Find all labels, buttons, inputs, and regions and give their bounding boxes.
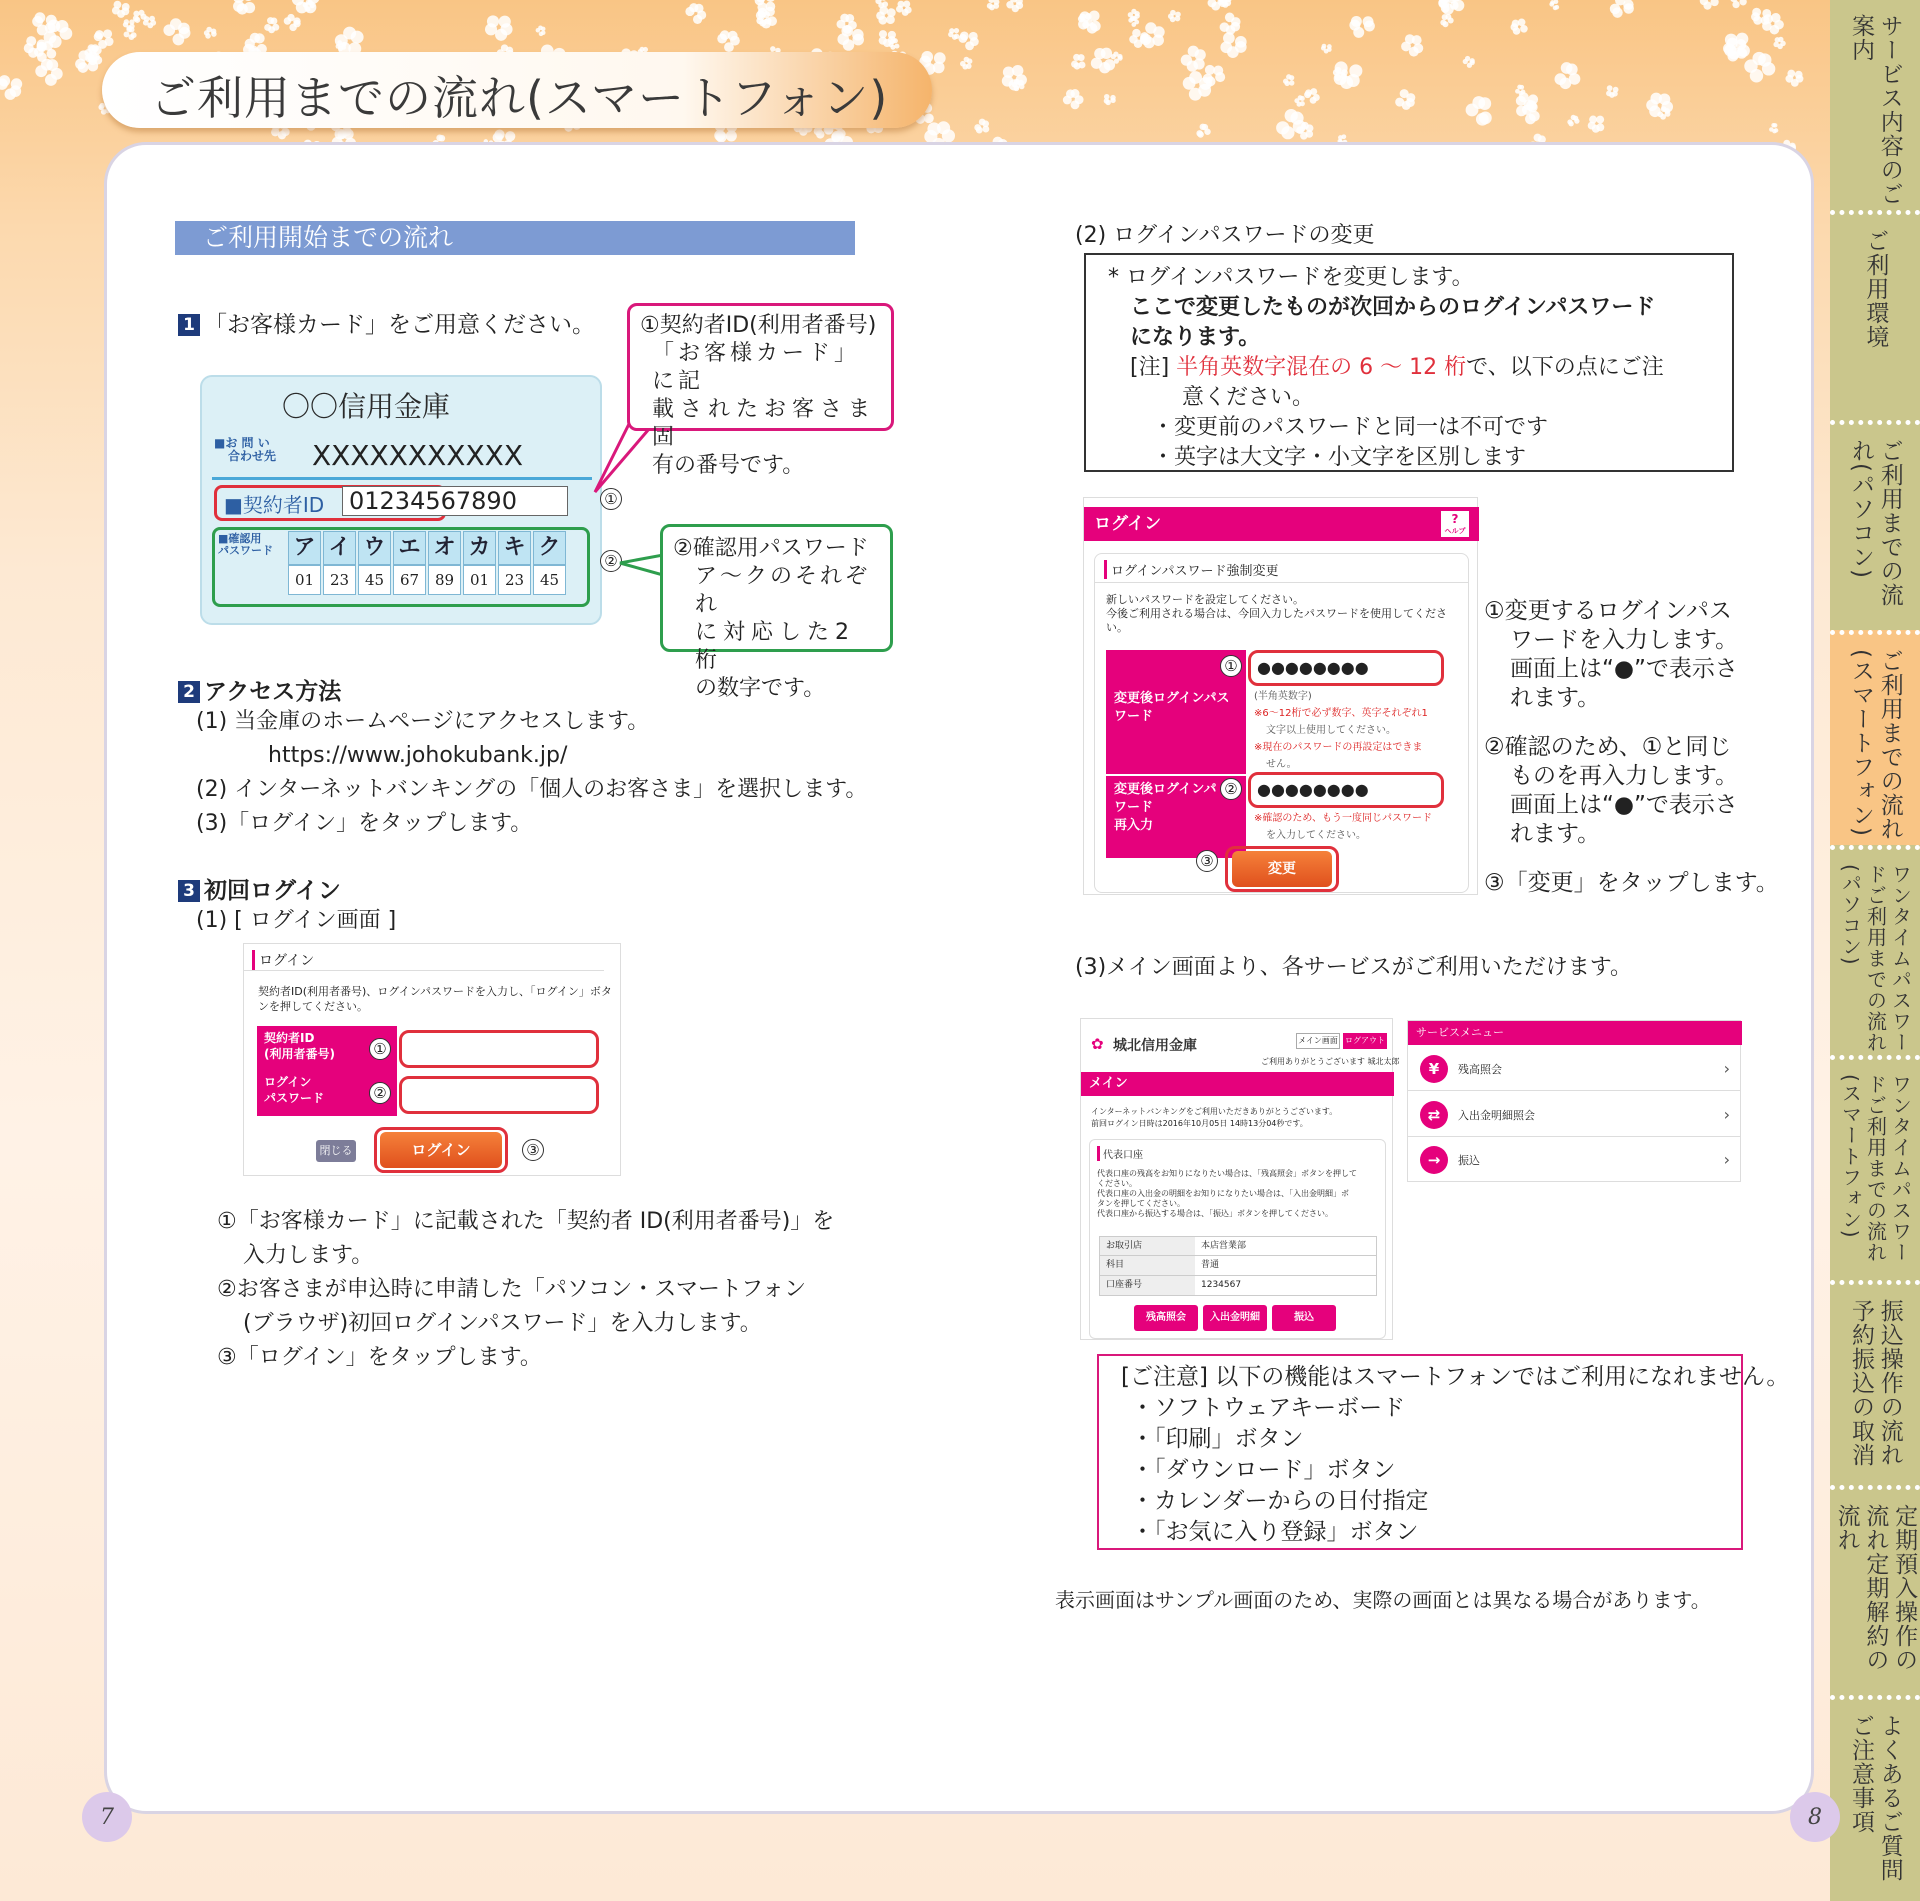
chevron-right-icon: › (1723, 1105, 1730, 1124)
flower (837, 25, 864, 51)
flower (204, 27, 217, 39)
flower (1071, 54, 1085, 70)
tab-environment[interactable] (1830, 210, 1920, 420)
pw-change-info-box: * ログインパスワードを変更します。 ここで変更したものが次回からのログインパスワード になります。 [注] 半角英数字混在の 6 〜 12 桁で、以下の点にご注 意ください。 ・変更前のパスワードと同一は不可です ・英字は大文字・小文字を区別します (1084, 253, 1734, 472)
close-button[interactable]: 閉じる (316, 1140, 356, 1162)
help-icon[interactable]: ? ヘルプ (1441, 511, 1469, 537)
flower (1181, 46, 1206, 72)
new-password-input[interactable]: ●●●●●●●● (1248, 650, 1444, 686)
flower (1220, 32, 1246, 58)
flower (35, 59, 62, 86)
tab-label: 定期預入操作の流れ定期解約の流れ (1833, 1504, 1918, 1672)
card-id-label: ■契約者ID (224, 493, 325, 517)
tab-deposit[interactable] (1830, 1485, 1920, 1695)
flower (1203, 65, 1225, 87)
footnote: 表示画面はサンプル画面のため、実際の画面とは異なる場合があります。 (1055, 1588, 1711, 1612)
step1-text: 「お客様カード」をご用意ください。 (204, 312, 595, 338)
step1-heading (178, 306, 595, 339)
table-row: 科目 普通 (1099, 1256, 1377, 1276)
tab-label: ご利用までの流れ(スマートフォン) (1848, 649, 1903, 841)
account-table (1099, 1236, 1377, 1296)
tab-label: 振込操作の流れ予約振込の取消 (1848, 1299, 1903, 1467)
flower (1785, 70, 1803, 87)
exchange-icon: ⇄ (1420, 1101, 1448, 1129)
flower (1567, 115, 1579, 127)
step3-notes: ①「お客様カード」に記載された「契約者 ID(利用者番号)」を 入力します。 ②お客さまが申込時に申請した「パソコン・スマートフォン (ブラウザ)初回ログインパスワード」を入力します。 ③「ログイン」をタップします。 (217, 1209, 835, 1370)
contract-id-input[interactable] (399, 1030, 599, 1068)
flower (888, 38, 899, 49)
flower (1555, 62, 1581, 89)
flower (1294, 95, 1305, 107)
step3-heading: 3 初回ログイン (178, 872, 341, 905)
login-button[interactable]: ログイン (380, 1132, 502, 1168)
flower (1321, 44, 1332, 54)
flower (1744, 52, 1775, 83)
flower (1349, 16, 1374, 38)
pw-change-screen-mock: ログイン ? ヘルプ ログインパスワード強制変更 新しいパスワードを設定してください。 今後ご利用される場合は、今回入力したパスワードを使用してくださ い。 変更後ログインパス ワード 変更後ログインパ ワード 再入力 ① ② ●●●●●●●● ●●●●●●●● (半角英数字) ※6〜12桁で必ず数字、英字それぞれ1 文字以上使用してください。 ※現在のパスワードの再設定はできま せん。 ※確認のため、もう一度同じパスワード を入力してください。 ③ 変更 (1083, 497, 1478, 895)
page-number-right: 8 (1790, 1792, 1840, 1842)
flower (1440, 14, 1453, 27)
flower (1773, 37, 1785, 49)
chevron-right-icon: › (1723, 1150, 1730, 1169)
flower (987, 0, 1000, 10)
flower (1610, 0, 1634, 18)
tab-faq[interactable] (1830, 1695, 1920, 1901)
flower (1730, 0, 1747, 8)
flower (0, 75, 22, 100)
card-pw-label: ■確認用 パスワード (218, 532, 273, 557)
password-cell: ク 45 (533, 531, 566, 595)
card-marker-1: ① (600, 488, 622, 510)
service-item-balance[interactable]: ¥ 残高照会 › (1408, 1047, 1740, 1091)
flower (1104, 94, 1116, 105)
bank-name: 城北信用金庫 (1113, 1038, 1197, 1054)
caution-box: [ご注意] 以下の機能はスマートフォンではご利用になれません。 ・ソフトウェアキーボード ・「印刷」ボタン ・「ダウンロード」ボタン ・カレンダーからの日付指定 ・「お気に入り登録」ボタン (1097, 1354, 1743, 1550)
flower (1283, 74, 1294, 86)
flower (896, 0, 912, 15)
transfer-icon: → (1420, 1146, 1448, 1174)
tab-service[interactable] (1830, 0, 1920, 220)
flower (1700, 0, 1719, 10)
tab-label: ご利用環境 (1862, 229, 1889, 349)
step3-sub: (1) [ ログイン画面 ] (196, 908, 397, 933)
main-screen-mock: ✿ 城北信用金庫 メイン画面 ログアウト ご利用ありがとうございます 城北太郎 メイン インターネットバンキングをご利用いただきありがとうございます。 前回ログイン日時は2016年10月05日 14時13分04秒です。 代表口座 代表口座の残高をお知りになりたい場合は、「残高照会」ボタンを押して ください。 代表口座の入出金の明細をお知りになりたい場合は、「入出金明細」ボ タンを押してください。 代表口座から振込する場合は、「振込」ボタンを押してください。 お取引店 本店営業部 科目 普通 口座番号 1234567 残高照会 入出金明細 振込 (1080, 1018, 1393, 1340)
flower (485, 15, 513, 40)
logout-button[interactable]: ログアウト (1343, 1033, 1387, 1049)
password-cell: カ 01 (463, 531, 496, 595)
main-screen-button[interactable]: メイン画面 (1296, 1033, 1340, 1049)
password-grid (288, 531, 568, 595)
flower (1063, 89, 1084, 109)
flower (284, 14, 301, 31)
flower (1168, 10, 1181, 22)
password-cell: ウ 45 (358, 531, 391, 595)
confirm-password-input[interactable]: ●●●●●●●● (1248, 772, 1444, 808)
balance-button[interactable]: 残高照会 (1134, 1305, 1198, 1331)
flower (1196, 124, 1210, 138)
flower (335, 27, 364, 56)
flower (1606, 85, 1618, 98)
homepage-url[interactable]: https://www.johokubank.jp/ (268, 743, 568, 768)
flower (1334, 61, 1363, 89)
password-cell: イ 23 (323, 531, 356, 595)
password-cell: エ 67 (393, 531, 426, 595)
page-title: ご利用までの流れ(スマートフォン) (150, 71, 889, 125)
password-cell: オ 89 (428, 531, 461, 595)
table-row: 口座番号 1234567 (1099, 1276, 1377, 1296)
flower (974, 119, 989, 134)
login-screen-mock: ログイン 契約者ID(利用者番号)、ログインパスワードを入力し、「ログイン」ボタ ンを押してください。 契約者ID (利用者番号) ログイン パスワード ① ② 閉じる ログイン ③ (243, 943, 621, 1176)
flower (536, 26, 546, 37)
statement-button[interactable]: 入出金明細 (1203, 1305, 1267, 1331)
change-button[interactable]: 変更 (1232, 851, 1332, 887)
flower (1769, 123, 1778, 133)
flower (1466, 96, 1492, 125)
pw-change-heading: (2) ログインパスワードの変更 (1075, 223, 1375, 248)
page-number-left: 7 (82, 1792, 132, 1842)
flower (1140, 22, 1165, 48)
flower (717, 30, 740, 52)
bank-logo-icon: ✿ (1091, 1035, 1104, 1053)
flower (264, 17, 279, 33)
service-menu-mock: サービスメニュー ¥ 残高照会 › ⇄ 入出金明細照会 › → 振込 › (1407, 1020, 1741, 1182)
flower (755, 0, 776, 12)
callout-contract-id: ①契約者ID(利用者番号) 「お客様カード」に記 載されたお客さま固 有の番号です。 (627, 303, 894, 431)
password-cell: ア 01 (288, 531, 321, 595)
step2-heading: 2 アクセス方法 (178, 673, 341, 706)
flower (958, 31, 978, 50)
tab-label: サービス内容のご案内 (1848, 14, 1903, 206)
flower (163, 18, 190, 45)
step-number: 1 (178, 314, 200, 336)
flower (1401, 34, 1423, 56)
chevron-right-icon: › (1723, 1059, 1730, 1078)
customer-card (200, 375, 602, 625)
tab-transfer[interactable] (1830, 1280, 1920, 1485)
transfer-button[interactable]: 振込 (1272, 1305, 1336, 1331)
yen-icon: ¥ (1420, 1055, 1448, 1083)
tab-label: ワンタイムパスワードご利用までの流れ(スマートフォン) (1838, 1074, 1913, 1263)
flower (1588, 116, 1605, 133)
flower (1463, 56, 1475, 68)
tab-flow-pc[interactable] (1830, 420, 1920, 630)
tab-label: よくあるご質問ご注意事項 (1848, 1714, 1903, 1882)
step2-lines: (1) 当金庫のホームページにアクセスします。 https://www.johokubank.jp/ (2) インターネットバンキングの「個人のお客さま」を選択します。 (3)「ログイン」をタップします。 (196, 709, 868, 836)
login-password-input[interactable] (399, 1076, 599, 1114)
main-screen-heading: (3)メイン画面より、各サービスがご利用いただけます。 (1075, 955, 1632, 980)
flower (1395, 89, 1415, 110)
pw-change-notes: ①変更するログインパス ワードを入力します。 画面上は“●”で表示さ れます。 ②確認のため、①と同じ ものを再入力します。 画面上は“●”で表示さ れます。 ③「変更」をタップします。 (1484, 598, 1779, 896)
flower (685, 3, 706, 24)
tab-onetime-pc[interactable] (1830, 845, 1920, 1055)
card-divider (212, 477, 592, 480)
tab-flow-smartphone[interactable] (1830, 630, 1920, 845)
side-index-tabs (1830, 0, 1920, 1901)
flower (1762, 13, 1784, 34)
flower (292, 0, 320, 13)
card-marker-2: ② (600, 550, 622, 572)
flower (1006, 0, 1023, 12)
tab-label: ご利用までの流れ(パソコン) (1848, 439, 1903, 607)
service-item-transfer[interactable]: → 振込 › (1408, 1138, 1740, 1182)
service-item-statement[interactable]: ⇄ 入出金明細照会 › (1408, 1093, 1740, 1137)
tab-label: ワンタイムパスワードご利用までの流れ(パソコン) (1838, 864, 1913, 1053)
card-contact-value: XXXXXXXXXXX (312, 439, 523, 472)
title-banner (102, 52, 932, 128)
flower (960, 57, 972, 70)
flower (233, 0, 255, 15)
card-contact-label: ■お 問 い 合わせ先 (214, 436, 277, 463)
flower (1220, 13, 1241, 35)
flower (876, 6, 895, 25)
section-header: ご利用開始までの流れ (175, 221, 855, 255)
tab-onetime-smartphone[interactable] (1830, 1055, 1920, 1280)
flower (948, 28, 959, 40)
flower (1549, 0, 1559, 10)
password-cell: キ 23 (498, 531, 531, 595)
flower (1304, 88, 1320, 104)
flower (112, 1, 130, 18)
flower (1510, 18, 1527, 34)
card-bank-name: 〇〇信用金庫 (282, 390, 451, 423)
card-id-value: 01234567890 (342, 486, 568, 516)
callout-confirm-pw: ②確認用パスワード ア〜クのそれぞれ に対応した2桁 の数字です。 (660, 524, 893, 652)
flower (124, 27, 137, 40)
flower (1091, 48, 1115, 74)
table-row: お取引店 本店営業部 (1099, 1236, 1377, 1256)
